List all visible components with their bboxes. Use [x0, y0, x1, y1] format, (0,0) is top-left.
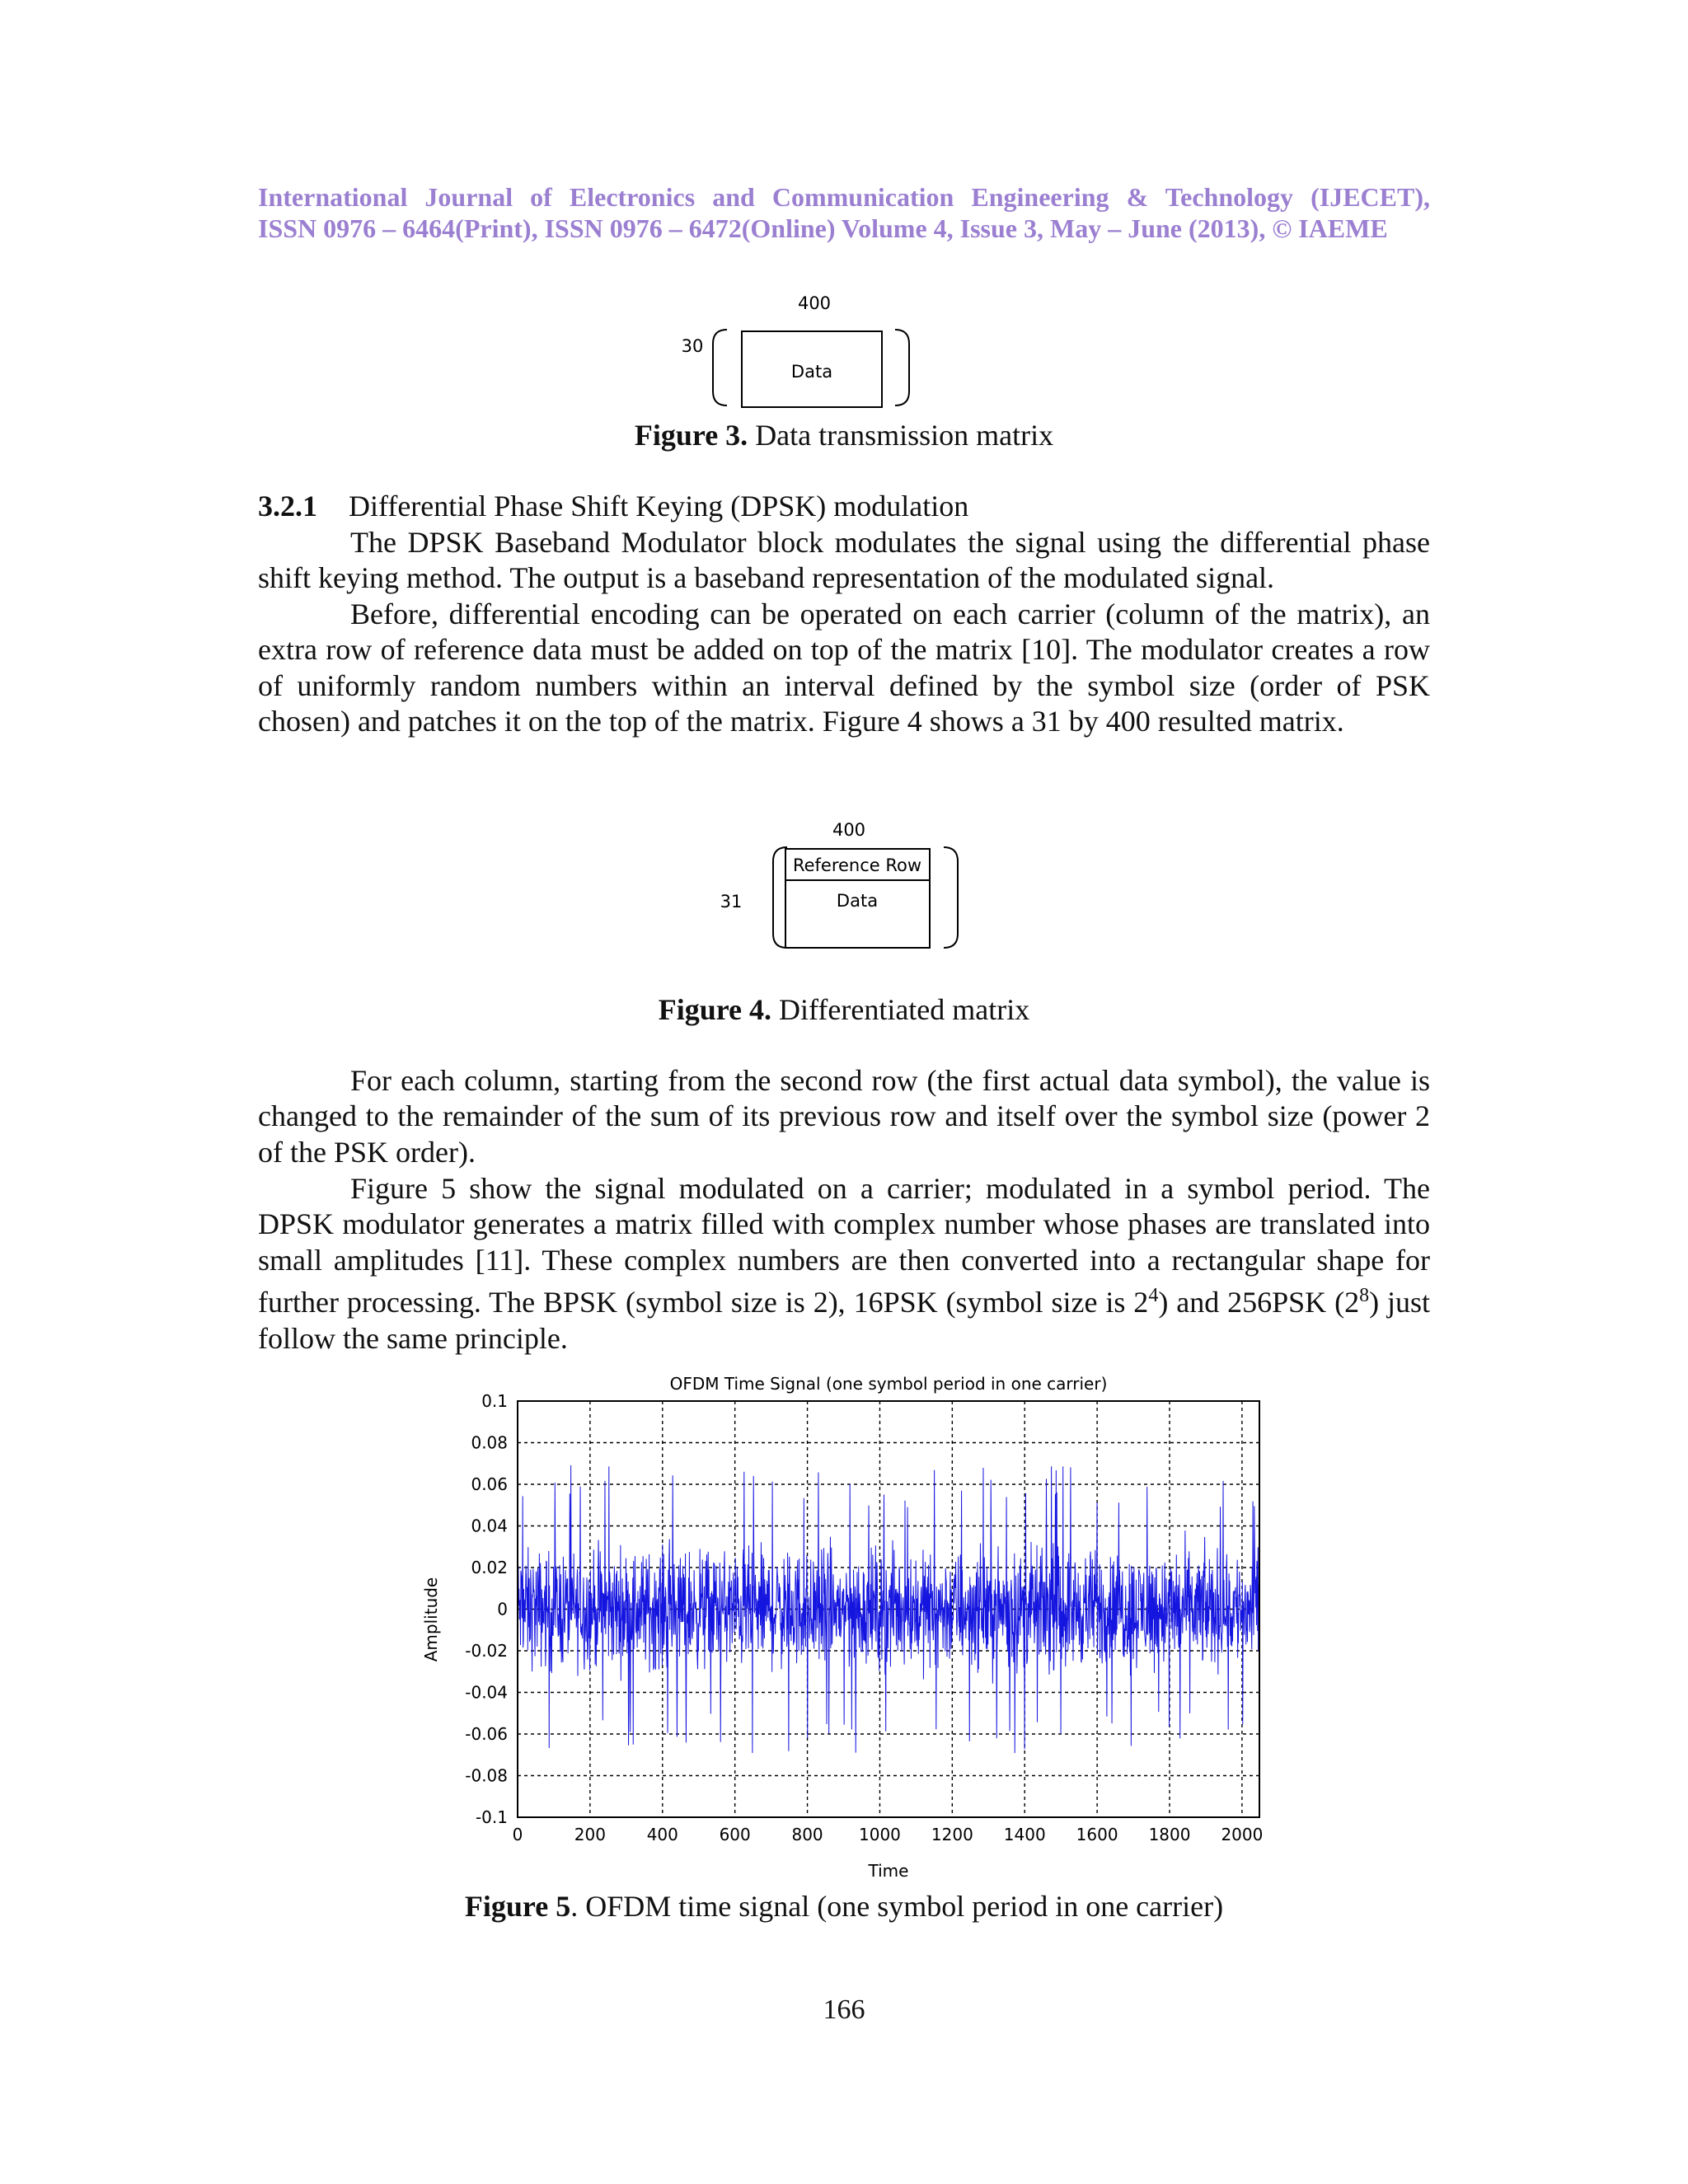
journal-header-line1: International Journal of Electronics and Communication Engineering & Technology (IJECET), — [258, 182, 1430, 212]
paragraph-4-superscript-2: 8 — [1359, 1285, 1370, 1307]
chart-y-tick-label: -0.1 — [475, 1807, 508, 1827]
chart-x-tick-label: 200 — [574, 1825, 606, 1844]
paragraph-4-part-c: ) just follow the same principle. — [258, 1286, 1430, 1355]
paragraph-3: For each column, starting from the second row (the first actual data symbol), the value is changed to the remainder of the sum of its previous row and itself over the symbol size (power 2 of the PSK order). — [258, 1064, 1430, 1169]
chart-x-tick-label: 2000 — [1221, 1825, 1264, 1844]
chart-y-axis-label: Amplitude — [421, 1577, 441, 1662]
chart-x-tick-label: 800 — [791, 1825, 823, 1844]
figure3-height-label: 30 — [681, 336, 704, 356]
figure4-data-label: Data — [836, 891, 879, 911]
figure3-width-label: 400 — [797, 293, 832, 313]
section-title: Differential Phase Shift Keying (DPSK) modulation — [349, 490, 969, 523]
figure4-ref-row-label: Reference Row — [792, 855, 922, 875]
paragraph-2: Before, differential encoding can be operated on each carrier (column of the matrix), an extra row of reference data must be added on top of the matrix [10]. The modulator creates a row of uniformly random numbers within an interval defined by the symbol size (order of PSK chosen) and patches it on the top of the matrix. Figure 4 shows a 31 by 400 resulted matrix. — [258, 598, 1430, 738]
chart-y-tick-label: 0.06 — [471, 1474, 508, 1494]
paragraph-4-part-b: ) and 256PSK (2 — [1158, 1286, 1360, 1319]
chart-title: OFDM Time Signal (one symbol period in one carrier) — [669, 1374, 1108, 1394]
journal-header-line2: ISSN 0976 – 6464(Print), ISSN 0976 – 6472(Online) Volume 4, Issue 3, May – June (2013), © IAEME — [258, 213, 1388, 243]
section-number: 3.2.1 — [258, 490, 317, 523]
chart-y-tick-label: -0.02 — [465, 1641, 508, 1661]
figure5-chart — [412, 1372, 1278, 1883]
figure3-right-bracket — [895, 330, 909, 405]
figure3-left-bracket — [713, 330, 727, 405]
chart-x-tick-label: 1600 — [1076, 1825, 1118, 1844]
chart-x-tick-label: 400 — [646, 1825, 678, 1844]
chart-y-tick-label: 0 — [497, 1599, 508, 1619]
figure3-caption-text: Data transmission matrix — [748, 419, 1054, 452]
chart-y-tick-label: 0.04 — [471, 1516, 508, 1536]
figure3-caption-label: Figure 3. — [634, 419, 748, 452]
figure4-right-bracket — [944, 847, 958, 948]
figure3-diagram — [676, 293, 940, 416]
page-number: 166 — [823, 1994, 865, 2025]
chart-y-tick-label: -0.04 — [465, 1682, 508, 1703]
figure4-caption-label: Figure 4. — [658, 993, 772, 1026]
figure4-height-label: 31 — [720, 892, 743, 912]
chart-y-tick-label: -0.08 — [465, 1765, 508, 1786]
figure4-width-label: 400 — [832, 820, 866, 840]
figure4-diagram — [709, 816, 973, 964]
paragraph-4 — [258, 1171, 1430, 1357]
chart-x-tick-label: 0 — [512, 1825, 523, 1844]
chart-y-tick-label: 0.08 — [471, 1432, 508, 1453]
chart-x-axis-label: Time — [868, 1861, 909, 1881]
chart-x-tick-label: 600 — [719, 1825, 751, 1844]
chart-x-tick-label: 1000 — [859, 1825, 901, 1844]
chart-x-tick-label: 1200 — [931, 1825, 973, 1844]
journal-header — [258, 181, 1430, 244]
figure5-caption-label: Figure 5 — [464, 1890, 571, 1923]
figure3-box-label: Data — [790, 362, 833, 382]
chart-y-tick-label: 0.1 — [481, 1391, 508, 1411]
figure3-caption — [0, 419, 1688, 452]
figure5-caption-text: . OFDM time signal (one symbol period in one carrier) — [570, 1890, 1224, 1923]
section-heading — [258, 489, 1430, 524]
chart-series-line — [518, 1465, 1259, 1753]
chart-x-tick-label: 1400 — [1003, 1825, 1046, 1844]
paragraph-1: The DPSK Baseband Modulator block modulates the signal using the differential phase shift keying method. The output is a baseband representation of the modulated signal. — [258, 526, 1430, 595]
paragraph-4-superscript-1: 4 — [1148, 1285, 1159, 1307]
paragraph-4-part-a: Figure 5 show the signal modulated on a carrier; modulated in a symbol period. The DPSK modulator generates a matrix filled with complex number whose phases are translated into small amplitudes [11]. These complex numbers are then converted into a rectangular shape for further processing. The BPSK (symbol size is 2), 16PSK (symbol size is 2 — [258, 1172, 1430, 1319]
chart-plot-area — [518, 1465, 1259, 1753]
figure5-caption — [0, 1890, 1688, 1923]
figure4-caption — [0, 993, 1688, 1026]
figure4-caption-text: Differentiated matrix — [771, 993, 1030, 1026]
chart-y-tick-label: 0.02 — [471, 1558, 508, 1577]
chart-y-tick-label: -0.06 — [465, 1724, 508, 1744]
chart-x-tick-label: 1800 — [1148, 1825, 1191, 1844]
